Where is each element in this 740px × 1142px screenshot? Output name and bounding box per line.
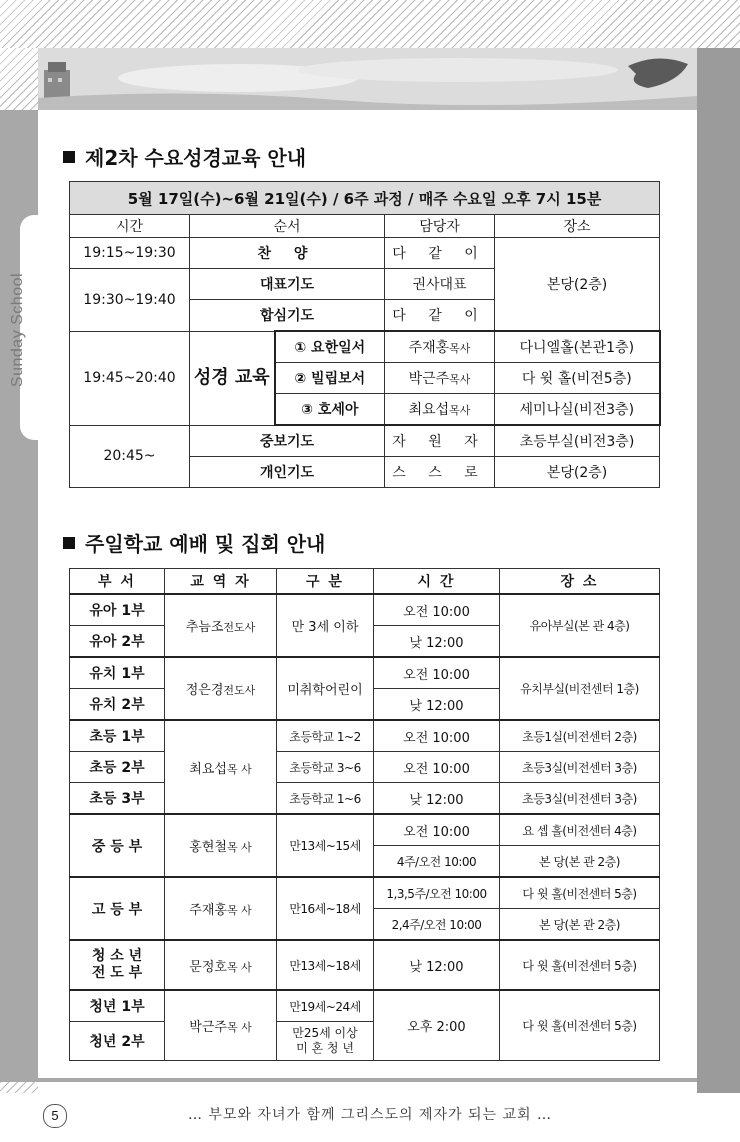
pastor-cell xyxy=(165,877,277,940)
time-cell: 20:45~ xyxy=(70,425,190,488)
person-name: 박근주 xyxy=(408,371,450,387)
right-margin-strip xyxy=(697,48,740,1093)
place-cell: 다 윗 홀(비전센터 5층) xyxy=(500,940,660,990)
time-cell: 오전 10:00 xyxy=(374,720,500,752)
category-cell: 만13세~18세 xyxy=(277,940,374,990)
category-cell xyxy=(277,1022,374,1061)
time-cell: 낮 12:00 xyxy=(374,626,500,658)
place-cell: 다 윗 홀(비전센터 5층) xyxy=(500,990,660,1061)
pastor-name: 추늠조 xyxy=(185,620,224,635)
table-row xyxy=(70,814,660,846)
schedule-banner: 5월 17일(수)~6월 21일(수) / 6주 과정 / 매주 수요일 오후 7시 15분 xyxy=(70,182,660,215)
header-time: 시 간 xyxy=(374,569,500,595)
category-cell: 미취학어린이 xyxy=(277,657,374,720)
person-cell: 자 원 자 xyxy=(385,425,495,457)
category-cell: 초등학교 1~6 xyxy=(277,783,374,815)
category-line-2: 미 혼 청 년 xyxy=(296,1041,354,1055)
table-row xyxy=(70,783,660,815)
order-cell: ② 빌립보서 xyxy=(275,363,385,394)
time-cell: 낮 12:00 xyxy=(374,689,500,721)
time-cell: 2,4주/오전 10:00 xyxy=(374,909,500,941)
dept-line-1: 청 소 년 xyxy=(91,948,143,964)
person-name: 최요섭 xyxy=(408,402,450,418)
category-cell: 만 3세 이하 xyxy=(277,594,374,657)
bible-education-label: 성경 교육 xyxy=(190,331,275,425)
category-line-1: 만25세 이상 xyxy=(292,1026,358,1040)
time-cell: 19:45~20:40 xyxy=(70,331,190,425)
pastor-title: 목 사 xyxy=(226,1021,252,1034)
section1-heading-text: 제2차 수요성경교육 안내 xyxy=(85,146,307,170)
dept-cell: 초등 3부 xyxy=(70,783,165,815)
dept-cell: 초등 2부 xyxy=(70,752,165,783)
time-cell: 오전 10:00 xyxy=(374,594,500,626)
place-cell: 초등부실(비전3층) xyxy=(495,425,660,457)
header-time: 시간 xyxy=(70,215,190,238)
person-title: 목사 xyxy=(449,373,471,386)
person-title: 목사 xyxy=(449,342,471,355)
time-cell: 오전 10:00 xyxy=(374,752,500,783)
category-cell: 만13세~15세 xyxy=(277,814,374,877)
pastor-title: 목 사 xyxy=(226,841,252,854)
dept-cell: 고 등 부 xyxy=(70,877,165,940)
pastor-name: 주재홍 xyxy=(189,903,227,918)
header-place: 장 소 xyxy=(500,569,660,595)
place-cell: 초등3실(비전센터 3층) xyxy=(500,783,660,815)
time-cell: 1,3,5주/오전 10:00 xyxy=(374,877,500,909)
place-cell: 본당(2층) xyxy=(495,457,660,488)
dept-cell: 중 등 부 xyxy=(70,814,165,877)
pastor-cell xyxy=(165,657,277,720)
header-banner-image xyxy=(38,48,697,112)
place-cell: 유치부실(비전센터 1층) xyxy=(500,657,660,720)
table-row xyxy=(70,720,660,752)
person-cell: 권사대표 xyxy=(385,269,495,300)
person-cell: 스 스 로 xyxy=(385,457,495,488)
place-cell: 요 셉 홀(비전센터 4층) xyxy=(500,814,660,846)
pastor-cell xyxy=(165,720,277,814)
person-cell: 다 같 이 xyxy=(385,300,495,332)
place-cell: 세미나실(비전3층) xyxy=(495,394,660,426)
pastor-title: 목 사 xyxy=(226,762,252,776)
time-cell: 낮 12:00 xyxy=(374,940,500,990)
category-cell: 만19세~24세 xyxy=(277,990,374,1022)
pastor-cell xyxy=(165,594,277,657)
square-bullet-icon xyxy=(63,537,75,549)
dept-cell: 유치 1부 xyxy=(70,657,165,689)
section2-heading xyxy=(63,528,325,557)
table-row xyxy=(70,877,660,909)
order-cell: ③ 호세아 xyxy=(275,394,385,426)
pastor-title: 목 사 xyxy=(226,904,252,917)
place-cell: 다 윗 홀(비전5층) xyxy=(495,363,660,394)
person-title: 목사 xyxy=(449,404,471,417)
pastor-title: 전도사 xyxy=(223,684,256,697)
category-cell: 초등학교 1~2 xyxy=(277,720,374,752)
place-cell: 본 당(본 관 2층) xyxy=(500,909,660,941)
wednesday-schedule-table xyxy=(69,181,661,488)
pastor-name: 문정호 xyxy=(189,959,227,975)
dept-line-2: 전 도 부 xyxy=(91,965,143,981)
header-pastor: 교 역 자 xyxy=(165,569,277,595)
category-cell: 만16세~18세 xyxy=(277,877,374,940)
place-cell: 초등3실(비전센터 3층) xyxy=(500,752,660,783)
pastor-name: 정은경 xyxy=(185,683,224,698)
pastor-cell xyxy=(165,940,277,990)
table-row xyxy=(70,752,660,783)
time-cell: 오후 2:00 xyxy=(374,990,500,1061)
sunday-school-table xyxy=(69,568,660,1061)
person-cell xyxy=(385,394,495,426)
dept-cell: 초등 1부 xyxy=(70,720,165,752)
place-cell: 다 윗 홀(비전센터 5층) xyxy=(500,877,660,909)
time-cell: 4주/오전 10:00 xyxy=(374,846,500,878)
pastor-name: 박근주 xyxy=(189,1020,227,1035)
pastor-cell xyxy=(165,990,277,1061)
place-cell: 본당(2층) xyxy=(495,238,660,332)
place-cell: 유아부실(본 관 4층) xyxy=(500,594,660,657)
dept-cell xyxy=(70,940,165,990)
person-name: 주재홍 xyxy=(408,340,450,356)
dept-cell: 청년 2부 xyxy=(70,1022,165,1061)
table-row xyxy=(70,331,660,363)
table-header-row xyxy=(70,569,660,595)
time-cell: 19:15~19:30 xyxy=(70,238,190,269)
time-cell: 낮 12:00 xyxy=(374,783,500,815)
place-cell: 초등1실(비전센터 2층) xyxy=(500,720,660,752)
dept-cell: 청년 1부 xyxy=(70,990,165,1022)
table-row xyxy=(70,238,660,269)
header-place: 장소 xyxy=(495,215,660,238)
page-number: 5 xyxy=(43,1104,67,1128)
order-cell: 합심기도 xyxy=(190,300,385,332)
header-dept: 부 서 xyxy=(70,569,165,595)
time-cell: 오전 10:00 xyxy=(374,657,500,689)
table-header-row xyxy=(70,215,660,238)
header-category: 구 분 xyxy=(277,569,374,595)
table-row xyxy=(70,594,660,626)
person-cell xyxy=(385,331,495,363)
person-cell: 다 같 이 xyxy=(385,238,495,269)
table-row xyxy=(70,657,660,689)
pastor-title: 목 사 xyxy=(226,960,252,974)
time-cell: 오전 10:00 xyxy=(374,814,500,846)
square-bullet-icon xyxy=(63,151,75,163)
pastor-name: 홍현철 xyxy=(189,840,227,855)
church-skyline-illustration xyxy=(38,48,697,112)
header-person: 담당자 xyxy=(385,215,495,238)
order-cell: 대표기도 xyxy=(190,269,385,300)
order-cell: 찬 양 xyxy=(190,238,385,269)
section1-heading xyxy=(63,142,306,171)
order-cell: ① 요한일서 xyxy=(275,331,385,363)
time-cell: 19:30~19:40 xyxy=(70,269,190,332)
order-cell: 중보기도 xyxy=(190,425,385,457)
dept-cell: 유치 2부 xyxy=(70,689,165,721)
pastor-name: 최요섭 xyxy=(189,761,227,777)
schedule-banner-row xyxy=(70,182,660,215)
pastor-cell xyxy=(165,814,277,877)
place-cell: 다니엘홀(본관1층) xyxy=(495,331,660,363)
side-tab-label: Sunday School xyxy=(9,272,26,388)
church-motto: … 부모와 자녀가 함께 그리스도의 제자가 되는 교회 … xyxy=(187,1107,553,1123)
order-cell: 개인기도 xyxy=(190,457,385,488)
table-row xyxy=(70,990,660,1022)
section2-heading-text: 주일학교 예배 및 집회 안내 xyxy=(85,532,326,556)
table-row xyxy=(70,425,660,457)
table-row xyxy=(70,940,660,990)
category-cell: 초등학교 3~6 xyxy=(277,752,374,783)
place-cell: 본 당(본 관 2층) xyxy=(500,846,660,878)
pastor-title: 전도사 xyxy=(223,621,256,634)
dept-cell: 유아 2부 xyxy=(70,626,165,658)
hatch-pattern-top xyxy=(0,0,740,48)
header-order: 순서 xyxy=(190,215,385,238)
dept-cell: 유아 1부 xyxy=(70,594,165,626)
person-cell xyxy=(385,363,495,394)
